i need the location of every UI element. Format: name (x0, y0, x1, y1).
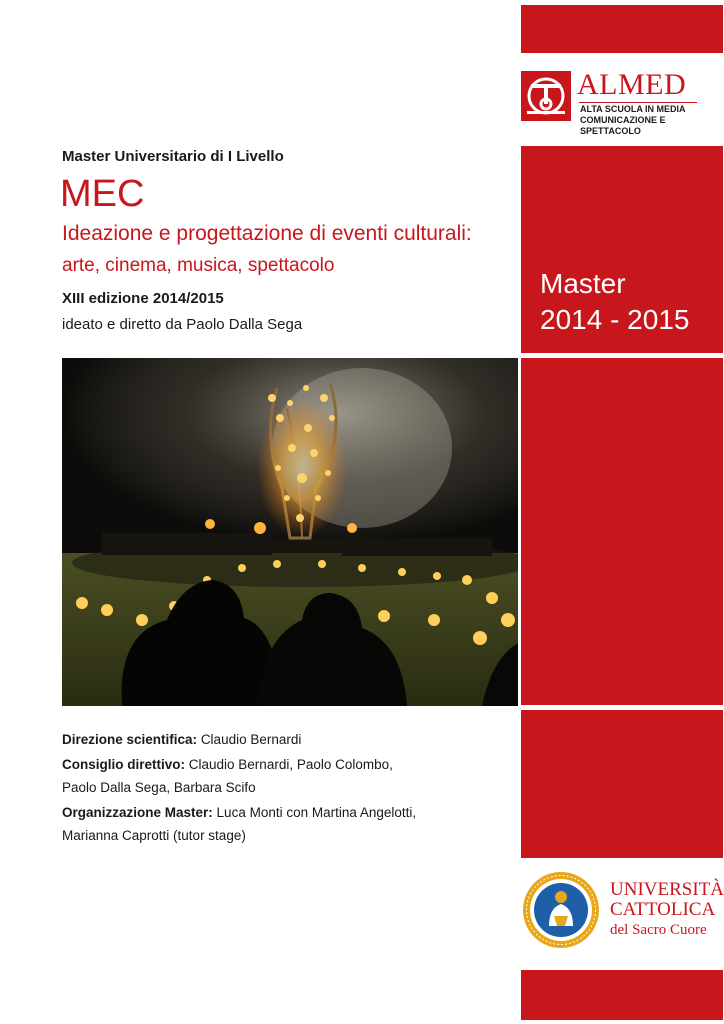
credit-direzione (62, 728, 492, 751)
almed-divider (579, 102, 697, 103)
credits-block (62, 728, 492, 849)
almed-logo (521, 66, 723, 136)
almed-name: ALMED (577, 68, 687, 101)
university-logo (521, 870, 723, 950)
organizzazione-value-1: Luca Monti con Martina Angelotti, (216, 805, 417, 820)
almed-subtitle-line2: COMUNICAZIONE E SPETTACOLO (580, 115, 666, 136)
event-photo (62, 358, 518, 706)
consiglio-value-2: Paolo Dalla Sega, Barbara Scifo (62, 780, 256, 795)
master-years: 2014 - 2015 (540, 304, 690, 335)
credit-consiglio (62, 753, 492, 799)
university-seal-icon (521, 870, 601, 950)
university-name-line2: CATTOLICA (610, 899, 716, 920)
page-title: MEC (60, 173, 145, 215)
direzione-label: Direzione scientifica: (62, 732, 198, 747)
organizzazione-value-2: Marianna Caprotti (tutor stage) (62, 828, 246, 843)
subtitle-line2: arte, cinema, musica, spettacolo (62, 255, 335, 276)
edition-label: XIII edizione 2014/2015 (62, 290, 224, 307)
subtitle-line1: Ideazione e progettazione di eventi culturali: (62, 222, 472, 245)
master-label: Master (540, 268, 626, 299)
university-name-line3: del Sacro Cuore (610, 922, 707, 938)
red-band-bottom (521, 970, 723, 1020)
organizzazione-label: Organizzazione Master: (62, 805, 213, 820)
red-band-photo (521, 358, 723, 705)
consiglio-label: Consiglio direttivo: (62, 757, 185, 772)
direzione-value: Claudio Bernardi (200, 732, 302, 747)
director-line: ideato e diretto da Paolo Dalla Sega (62, 316, 303, 333)
university-name (610, 880, 724, 940)
almed-subtitle (580, 104, 723, 137)
master-level: Master Universitario di I Livello (62, 148, 284, 165)
credit-organizzazione (62, 801, 492, 847)
red-band-top (521, 5, 723, 53)
red-band-middle (521, 710, 723, 858)
fire-sculpture-photo-icon (62, 358, 518, 706)
university-name-line1: UNIVERSITÀ (610, 879, 724, 900)
consiglio-value-1: Claudio Bernardi, Paolo Colombo, (188, 757, 393, 772)
almed-subtitle-line1: ALTA SCUOLA IN MEDIA (580, 104, 686, 114)
almed-emblem-icon (521, 71, 571, 121)
